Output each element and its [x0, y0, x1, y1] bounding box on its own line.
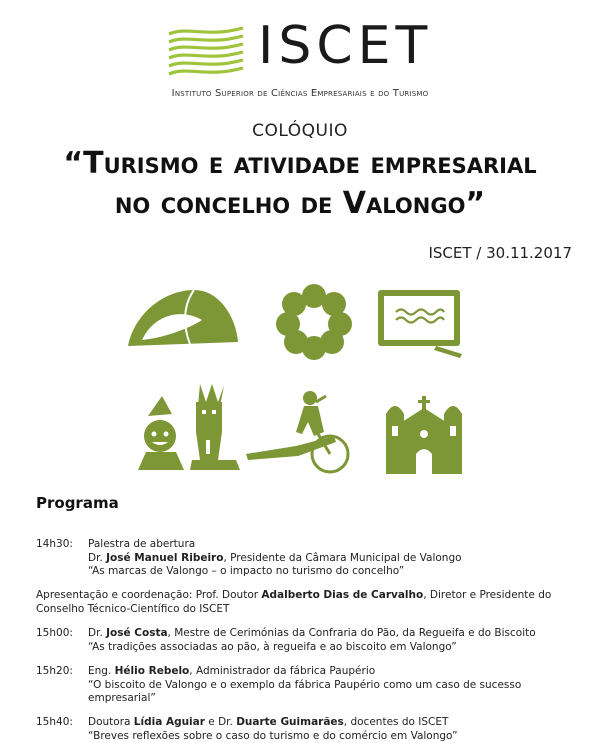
iscet-logo-icon: [167, 24, 245, 76]
event-type: COLÓQUIO: [0, 121, 600, 141]
program-item-quote: “As marcas de Valongo – o impacto no turismo do concelho”: [88, 565, 576, 579]
program-item-speaker: Dr. José Costa, Mestre de Cerimónias da Confraria do Pão, da Regueifa e do Biscoito: [88, 627, 576, 641]
event-title: [0, 144, 600, 224]
program-coordination: Apresentação e coordenação: Prof. Doutor Adalberto Dias de Carvalho, Diretor e Presidente do Conselho Técnico-Científico do ISCET: [36, 589, 576, 616]
bread-ring-icon: [276, 284, 352, 360]
cyclist-icon: [244, 386, 354, 482]
logo-wordmark: ISCET: [258, 20, 432, 72]
program-item-speaker: Eng. Hélio Rebelo, Administrador da fábrica Paupério: [88, 665, 576, 679]
program-item: [36, 589, 576, 616]
title-line-2: no concelho de Valongo”: [0, 184, 600, 224]
event-date: ISCET / 30.11.2017: [428, 244, 572, 262]
program-time: 14h30:: [36, 538, 86, 552]
title-line-1: “Turismo e atividade empresarial: [0, 144, 600, 184]
program-item: [36, 538, 576, 579]
program-item-title: Palestra de abertura: [88, 538, 576, 552]
church-icon: [382, 392, 466, 476]
tent-icon: [124, 284, 242, 354]
program-item-quote: “O biscoito de Valongo e o exemplo da fábrica Paupério como um caso de sucesso empresarial”: [88, 679, 576, 706]
program-item-speaker: Dr. José Manuel Ribeiro, Presidente da Câmara Municipal de Valongo: [88, 552, 576, 566]
institution-name: Instituto Superior de Ciências Empresariais e do Turismo: [0, 88, 600, 99]
program-time: 15h40:: [36, 716, 86, 730]
festival-figures-icon: [132, 380, 244, 476]
program-item: [36, 665, 576, 706]
screen-waves-icon: [376, 288, 468, 360]
program-time: 15h20:: [36, 665, 86, 679]
program-time: 15h00:: [36, 627, 86, 641]
program-item: [36, 716, 576, 743]
program-item-speaker: Doutora Lídia Aguiar e Dr. Duarte Guimarães, docentes do ISCET: [88, 716, 576, 730]
program-item-quote: “As tradições associadas ao pão, à regueifa e ao biscoito em Valongo”: [88, 641, 576, 655]
program-item-quote: “Breves reflexões sobre o caso do turismo e do comércio em Valongo”: [88, 730, 576, 743]
program-heading: Programa: [36, 494, 119, 512]
program-item: [36, 627, 576, 654]
